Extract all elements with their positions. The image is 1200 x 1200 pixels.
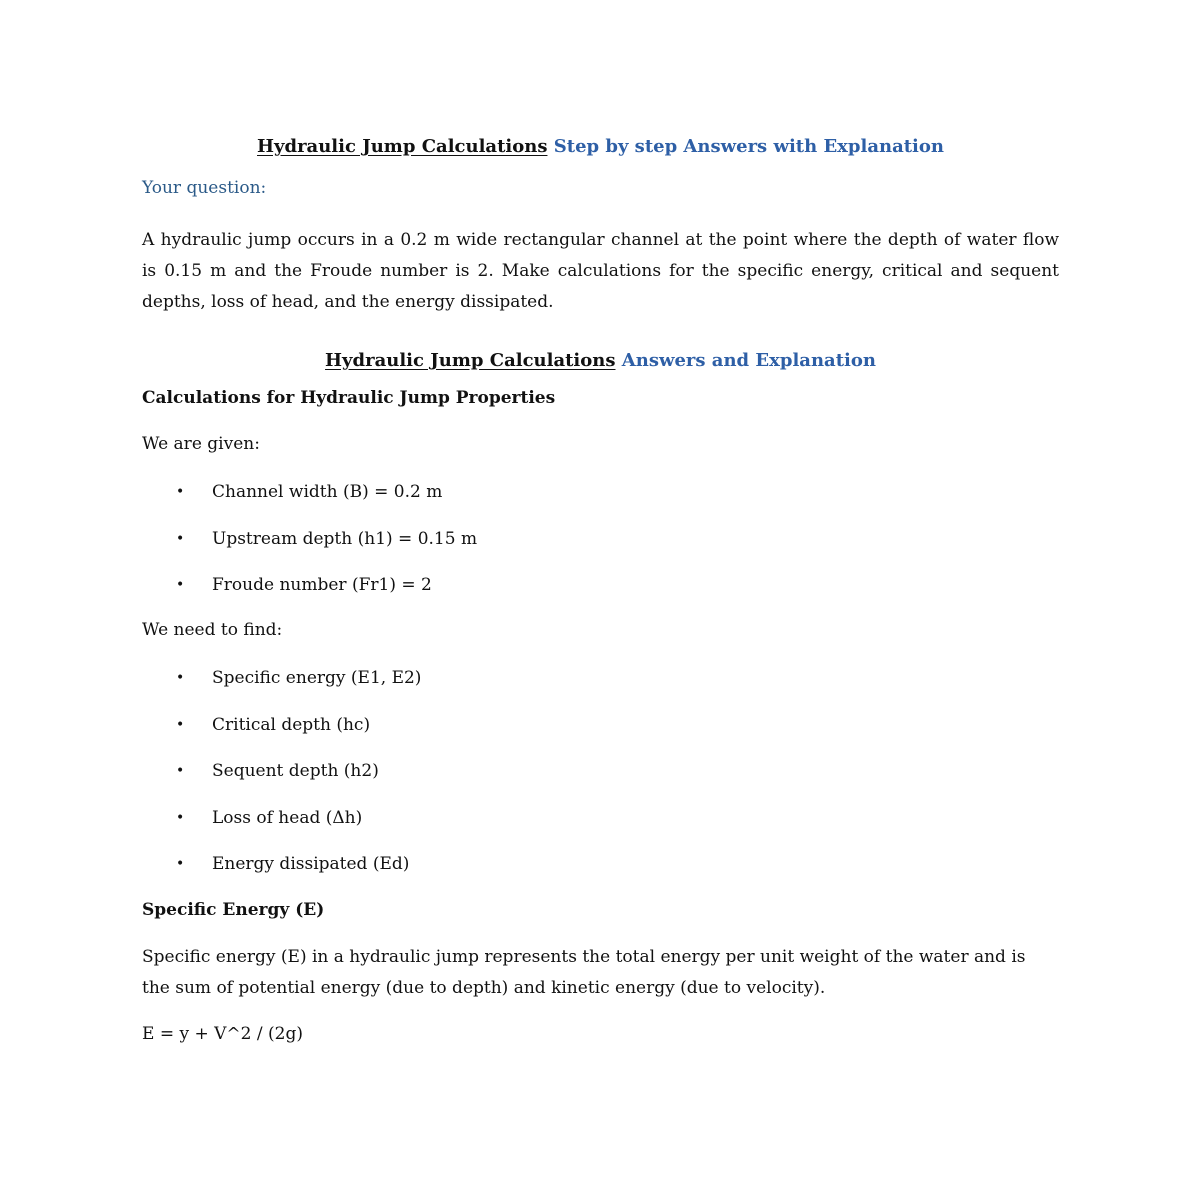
list-item-text: Sequent depth (h2) [212,761,379,781]
list-item-text: Loss of head (Δh) [212,807,363,828]
answer-title-sub: Answers and Explanation [621,350,876,371]
page-title-main: Hydraulic Jump Calculations [257,136,548,157]
given-label: We are given: [142,434,260,454]
question-label: Your question: [142,178,267,198]
answer-title-main: Hydraulic Jump Calculations [325,350,616,371]
bullet-icon: • [176,530,185,547]
bullet-icon: • [176,577,185,593]
list-item-text: Critical depth (hc) [212,714,371,735]
page-title [142,136,1059,157]
document-page [142,0,1059,1200]
specific-energy-text: Specific energy (E) in a hydraulic jump represents the total energy per unit weight of the water and is the sum of potential energy (due to depth) and kinetic energy (due to velocity). [142,947,1026,998]
page-title-sub: Step by step Answers with Explanation [553,136,944,157]
bullet-icon: • [176,809,185,826]
list-item-text: Upstream depth (h1) = 0.15 m [212,528,478,549]
section-heading-calculations: Calculations for Hydraulic Jump Properties [142,388,556,408]
bullet-icon: • [176,856,185,872]
section-heading-specific-energy: Specific Energy (E) [142,900,325,920]
find-label: We need to find: [142,620,283,640]
answer-title [142,350,1059,371]
bullet-icon: • [176,670,185,686]
list-item-text: Channel width (B) = 0.2 m [212,482,443,502]
list-item-text: Froude number (Fr1) = 2 [212,575,432,595]
list-item-text: Energy dissipated (Ed) [212,854,410,874]
bullet-icon: • [176,716,185,733]
list-item-text: Specific energy (E1, E2) [212,668,422,688]
question-text: A hydraulic jump occurs in a 0.2 m wide rectangular channel at the point where the depth of water flow is 0.15 m and the Froude number is 2. Make calculations for the specific energy, critical and sequent depths, loss of head, and the energy dissipated. [142,230,1059,312]
bullet-icon: • [176,484,185,500]
bullet-icon: • [176,763,185,779]
specific-energy-formula: E = y + V^2 / (2g) [142,1024,303,1044]
